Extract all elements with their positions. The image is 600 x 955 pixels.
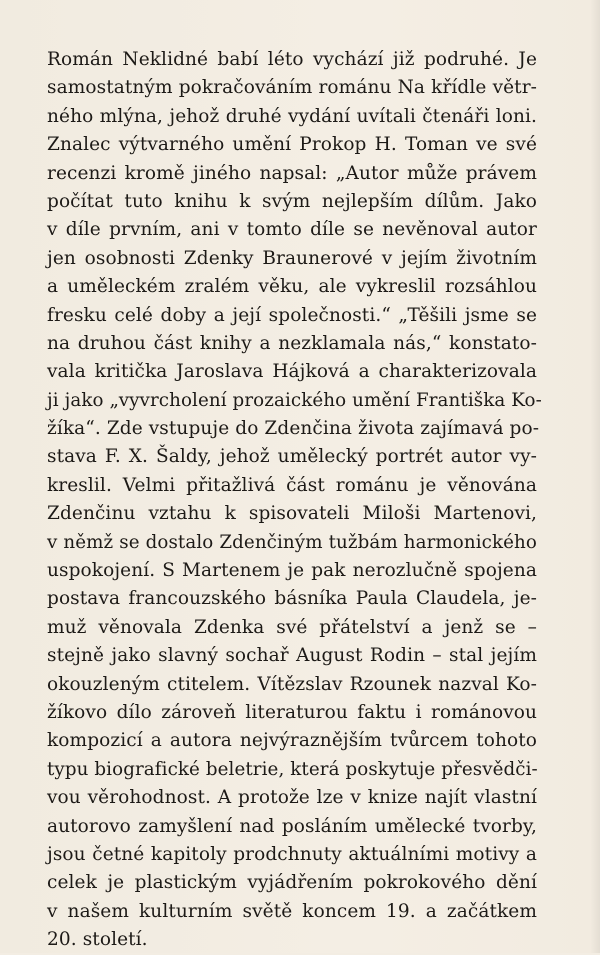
text-line: v díle prvním, ani v tomto díle se nevěnoval autor: [47, 219, 537, 241]
text-line: Zdenčinu vztahu k spisovateli Miloši Martenovi,: [47, 503, 537, 525]
text-line: vala kritička Jaroslava Hájková a charakterizovala: [47, 361, 537, 383]
text-line: počítat tuto knihu k svým nejlepším dílům. Jako: [47, 190, 537, 212]
page-edge-shadow: [590, 0, 600, 953]
text-line: kompozicí a autora nejvýraznějším tvůrcem tohoto: [47, 730, 537, 752]
text-line: typu biografické beletrie, která poskytuje přesvědči-: [47, 758, 538, 780]
text-line: kreslil. Velmi přitažlivá část románu je věnována: [47, 474, 537, 496]
text-line: fresku celé doby a její společnosti.“ „Těšili jsme se: [47, 304, 537, 326]
text-line: žíka“. Zde vstupuje do Zdenčina života zajímavá po-: [47, 418, 540, 440]
text-line: žíkovo dílo zároveň literaturou faktu i románovou: [47, 701, 537, 723]
text-line: na druhou část knihy a nezklamala nás,“ konstato-: [47, 332, 537, 354]
text-line: a uměleckém zralém věku, ale vykreslil rozsáhlou: [47, 276, 537, 298]
text-line: uspokojení. S Martenem je pak nerozlučně spojena: [47, 560, 537, 582]
text-line: okouzleným ctitelem. Vítězslav Rzounek nazval Ko-: [47, 673, 537, 695]
text-line: v němž se dostalo Zdenčiným tužbám harmonického: [47, 531, 537, 553]
text-line: muž věnovala Zdenka své přátelství a jenž se –: [47, 616, 537, 638]
text-line: ného mlýna, jehož druhé vydání uvítali čtenáři loni.: [47, 105, 537, 127]
text-line: samostatným pokračováním románu Na křídle větr-: [47, 77, 537, 99]
body-paragraph: [47, 46, 542, 955]
text-line: jsou četné kapitoly prodchnuty aktuálními motivy a: [47, 843, 537, 865]
text-line: ji jako „vyvrcholení prozaického umění Františka Ko-: [47, 389, 542, 411]
text-line: vou věrohodnost. A protože lze v knize najít vlastní: [47, 787, 537, 809]
text-line: Znalec výtvarného umění Prokop H. Toman ve své: [47, 134, 537, 156]
text-line: recenzi kromě jiného napsal: „Autor může právem: [47, 162, 537, 184]
text-line: Román Neklidné babí léto vychází již podruhé. Je: [47, 49, 537, 70]
text-line: stava F. X. Šaldy, jehož umělecký portrét autor vy-: [47, 446, 537, 468]
text-line: jen osobnosti Zdenky Braunerové v jejím životním: [47, 247, 537, 269]
text-line: postava francouzského básníka Paula Claudela, je-: [47, 588, 537, 610]
text-line-last: 20. století.: [47, 929, 148, 951]
text-line: autorovo zamyšlení nad posláním umělecké tvorby,: [47, 815, 537, 837]
text-line: stejně jako slavný sochař August Rodin – stal jejím: [47, 645, 537, 667]
text-line: celek je plastickým vyjádřením pokrokového dění: [47, 872, 537, 894]
text-line: v našem kulturním světě koncem 19. a začátkem: [47, 900, 537, 922]
